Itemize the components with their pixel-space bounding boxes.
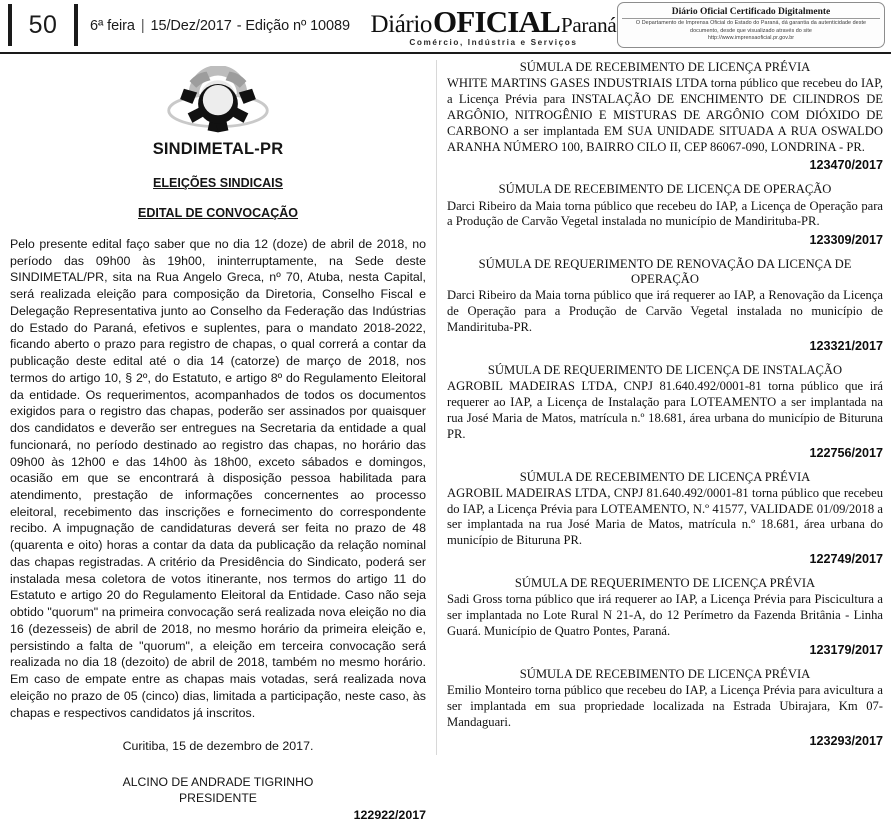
sumula-title: SÚMULA DE RECEBIMENTO DE LICENÇA PRÉVIA [519,60,811,74]
sumula-protocol-number: 123470/2017 [809,158,883,173]
issue-info [78,0,350,52]
issue-separator: | [140,18,145,34]
edital-heading-convocation: EDITAL DE CONVOCAÇÃO [138,206,298,220]
certification-url: http://www.imprensaoficial.pr.gov.br [707,34,795,41]
logo-word-oficial: OFICIAL [433,3,561,39]
edital-place-date: Curitiba, 15 de dezembro de 2017. [122,739,314,754]
sumula-entry [447,60,883,172]
sumula-entry [447,182,883,247]
masthead [0,0,891,54]
sumula-protocol-number: 123309/2017 [809,233,883,248]
signer-role: PRESIDENTE [179,790,257,805]
sumula-entry [447,576,883,657]
left-column [0,54,436,822]
sumula-title: SÚMULA DE RECEBIMENTO DE LICENÇA DE OPERAÇÃO [498,182,832,197]
page-columns [0,54,891,822]
sumula-body: Emilio Monteiro torna público que recebeu do IAP, a Licença Prévia para avicultura a ser implantada em sua propriedade localizada na Estrada Ubirajara, Km 07- Mandaguari. [447,682,883,729]
sumula-entry [447,470,883,567]
certification-title: Diário Oficial Certificado Digitalmente [622,7,880,19]
sumula-entry [447,363,883,460]
issue-edition: - Edição nº 10089 [236,18,350,34]
edital-signer [10,775,426,806]
sumula-title: SÚMULA DE REQUERIMENTO DE RENOVAÇÃO DA LICENÇA DE OPERAÇÃO [478,257,852,287]
edital-heading-elections: ELEIÇÕES SINDICAIS [153,176,283,190]
sumula-protocol-number: 122756/2017 [809,445,883,460]
sumula-body: Darci Ribeiro da Maia torna público que irá requerer ao IAP, a Renovação da Licença de Operação para a Produção de Carvão Vegetal instalada no município de Mandirituba-PR. [447,288,883,335]
sumula-title: SÚMULA DE REQUERIMENTO DE LICENÇA PRÉVIA [514,576,816,591]
certification-text: O Departamento de Imprensa Oficial do Estado do Paraná, dá garantia da autenticidade deste documento, desde que visualizado através do site [635,20,867,34]
digital-certification-box [617,2,885,48]
logo-word-parana: Paraná [561,12,617,37]
sumula-entry [447,257,883,353]
sumula-protocol-number: 123179/2017 [809,642,883,657]
organization-name: SINDIMETAL-PR [152,140,284,158]
sumula-protocol-number: 123293/2017 [809,733,883,748]
issue-weekday: 6ª feira [90,18,135,34]
logo-subtitle: Comércio, Indústria e Serviços [409,37,578,47]
sumula-title: SÚMULA DE RECEBIMENTO DE LICENÇA PRÉVIA [519,469,811,484]
sumula-body: AGROBIL MADEIRAS LTDA, CNPJ 81.640.492/0001-81 torna público que recebeu do IAP, a Licença Prévia para LOTEAMENTO, N.º 41577, VALIDADE 01/09/2018 a ser implantada na rua José Maria de Matos, matrícula n.º 18.681, área urbana do município de Bituruna PR. [447,485,883,548]
sindimetal-gear-emblem-icon [160,66,276,138]
sumula-protocol-number: 122749/2017 [809,552,883,567]
sumula-body: WHITE MARTINS GASES INDUSTRIAIS LTDA torna público que recebeu do IAP, a Licença Prévia para INSTALAÇÃO DE ENCHIMENTO DE CILINDROS DE ARGÔNIO, NITROGÊNIO E MISTURAS DE ARGÔNIO COM DIÓXIDO DE CARBONO a ser implantada EM SUA UNIDADE SITUADA A RUA OSWALDO ARANHA NÚMERO 100, BAIRRO CILO II, CEP 86067-090, LONDRINA - PR. [447,76,883,154]
publication-logo [350,0,617,52]
sumula-body: Darci Ribeiro da Maia torna público que recebeu do IAP, a Licença de Operação para a Produção de Carvão Vegetal instalada no município de Mandirituba-PR. [447,198,883,229]
sumula-title: SÚMULA DE REQUERIMENTO DE LICENÇA DE INSTALAÇÃO [487,363,843,378]
sumula-protocol-number: 123321/2017 [809,339,883,354]
sumula-entry [447,667,883,748]
edital-body-text: Pelo presente edital faço saber que no dia 12 (doze) de abril de 2018, no período das 09h00 às 19h00, ininterruptamente, na Sede deste SINDIMETAL/PR, sita na Rua Angelo Greca, nº 70, Atuba, nesta Capital, será realizada eleição para composição da Diretoria, Conselho Fiscal e Delegação Representativa junto ao Conselho da Federação das Indústrias do Estado do Paraná, efetivos e suplentes, para o mandato 2018-2022, ficando aberto o prazo para registro de chapas, o qual correrá a contar da publicação deste edital até o dia 14 (catorze) de março de 2018, nos termos do artigo 10, § 2º, do Estatuto, e artigo 8º do Regulamento Eleitoral da entidade. Os requerimentos, acompanhados de todos os documentos exigidos para o registro das chapas, poderão ser assinados por quaisquer dos candidatos e deverão ser entregues na Secretaria da entidade a qual funcionará, no período destinado ao registro das chapas, no horário das 09h00 às 12h00 e das 14h00 às 18h00, exceto sábados e domingos, ocasião em que se encontrará à disposição pessoa habilitada para atendimento, prestação de informações concernentes ao processo eleitoral, recebimento das inscrições e fornecimento do correspondente recibo. A impugnação de candidaturas deverá ser feita no prazo de 48 (quarenta e oito) horas a contar da data da publicação da relação nominal das chapas registradas. A critério da Presidência do Sindicato, poderá ser instalada mesa coletora de votos itinerante, nos termos do artigo 11 do Estatuto e artigo 20 do Regulamento Eleitoral da Entidade. Caso não seja obtido "quorum" na primeira convocação será realizada nova eleição no dia 16 (dezesseis) de abril de 2018, no mesmo horário da primeira eleição e, persistindo a falta de "quorum", a eleição em terceira convocação será realizada no dia 18 (dezoito) de abril de 2018, também no mesmo horário. Em caso de empate entre as chapas mais votadas, será realizada nova eleição no prazo de 05 (cinco) dias, limitada a participação, neste caso, às chapas e respectivos candidatos já inscritos. [10,237,426,720]
signer-name: ALCINO DE ANDRADE TIGRINHO [122,775,314,790]
sumula-body: Sadi Gross torna público que irá requerer ao IAP, a Licença Prévia para Piscicultura a ser implantada no Lote Rural N 21-A, do 12 Perímetro da Fazenda Britânia - Linha Guará. Município de Quatro Pontes, Paraná. [447,592,883,638]
issue-date: 15/Dez/2017 [150,18,232,34]
sumula-body: AGROBIL MADEIRAS LTDA, CNPJ 81.640.492/0001-81 torna público que irá requerer ao IAP, a Licença de Instalação para LOTEAMENTO a ser implantada na rua José Maria de Matos, matrícula n.º 18.681, área urbana do município de Bituruna PR. [447,379,883,441]
right-column [437,54,891,761]
sumula-title: SÚMULA DE RECEBIMENTO DE LICENÇA PRÉVIA [519,666,811,681]
certification-body [622,20,880,42]
page-number: 50 [8,4,78,46]
logo-word-diario: Diário [370,10,432,38]
edital-protocol-number: 122922/2017 [353,807,426,822]
